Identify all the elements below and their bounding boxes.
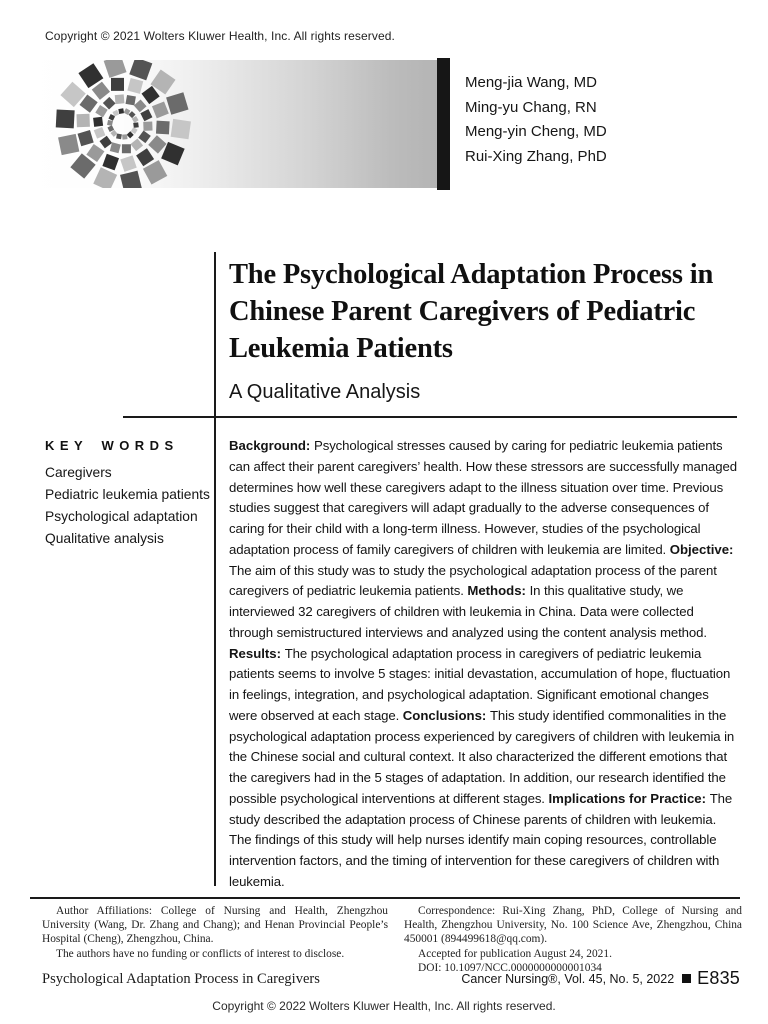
keywords-block — [45, 438, 210, 550]
abstract-paragraph: Background: Psychological stresses caused by caring for pediatric leukemia patients can affect their parent caregivers’ health. How these stressors are successfully managed determines how well these caregivers adapt to the illness situation over time. Previous studies suggest that caregivers will adapt gradually to the adverse consequences of caring for their child with a long-term illness. However, studies of the psychological adaptation process of family caregivers of children with leukemia are limited. Objective: The aim of this study was to study the psychological adaptation process of the parent caregivers of pediatric leukemia patients. Methods: In this qualitative study, we interviewed 32 caregivers of children with leukemia in China. Data were collected through semistructured interviews and analyzed using the content analysis method. Results: The psychological adaptation process in caregivers of pediatric leukemia patients seems to involve 5 stages: initial devastation, accumulation of hope, fluctuation in feelings, integration, and psychological adaptation. Significant emotional changes were observed at each stage. Conclusions: This study identified commonalities in the psychological adaptation process experienced by caregivers of children with leukemia in the Chinese social and cultural context. It also characterized the different emotions that the caregivers had in the 5 stages of adaptation. In addition, our research identified the possible psychological interventions at different stages. Implications for Practice: The study described the adaptation process of Chinese parents of children with leukemia. The findings of this study will help nurses identify main coping resources, controllable intervention factors, and the timing of intervention for these caregivers of children with leukemia. — [229, 438, 737, 889]
article-title-line: Leukemia Patients — [229, 333, 453, 364]
header-horizontal-rule — [123, 416, 737, 418]
article-title-line: Chinese Parent Caregivers of Pediatric — [229, 296, 696, 327]
banner-black-bar — [437, 58, 450, 190]
running-footer — [42, 968, 740, 989]
author-name: Rui-Xing Zhang, PhD — [465, 147, 607, 165]
accepted-note: Accepted for publication August 24, 2021. — [418, 947, 612, 960]
journal-citation: Cancer Nursing®, Vol. 45, No. 5, 2022 — [461, 971, 675, 986]
page-number: E835 — [697, 968, 740, 988]
correspondence-note: Correspondence: Rui-Xing Zhang, PhD, College of Nursing and Health, Zhengzhou University, No. 100 Science Ave, Zhengzhou, China 450001 (894499618@qq.com). — [404, 905, 742, 946]
footnotes — [42, 904, 742, 975]
doi-note: DOI: 10.1097/NCC.0000000000001034 — [418, 961, 602, 974]
author-name: Ming-yu Chang, RN — [465, 98, 597, 116]
keywords-heading: KEY WORDS — [45, 438, 179, 453]
author-name: Meng-yin Cheng, MD — [465, 123, 607, 140]
keyword-item: Pediatric leukemia patients — [45, 487, 210, 502]
article-title — [229, 256, 754, 367]
starburst-logo-icon — [30, 60, 240, 188]
journal-reference — [461, 968, 740, 989]
article-subtitle: A Qualitative Analysis — [229, 381, 421, 403]
author-affiliations-note: Author Affiliations: College of Nursing and Health, Zhengzhou University (Wang, Dr. Zhang and Chang); and Henan Provincial People’s Hospital (Cheng), Zhengzhou, China. — [42, 905, 388, 946]
journal-banner — [30, 60, 450, 188]
author-name: Meng-jia Wang, MD — [465, 74, 597, 91]
keyword-item: Psychological adaptation — [45, 509, 198, 524]
keyword-item: Caregivers — [45, 465, 112, 480]
black-square-icon — [682, 974, 691, 983]
title-vertical-rule — [214, 252, 216, 886]
disclosure-note: The authors have no funding or conflicts of interest to disclose. — [56, 947, 345, 960]
keyword-item: Qualitative analysis — [45, 531, 164, 546]
footnotes-right-column — [404, 904, 742, 975]
footnotes-left-column — [42, 904, 388, 975]
article-title-line: The Psychological Adaptation Process in — [229, 259, 714, 290]
footnote-rule — [30, 897, 740, 899]
bottom-copyright-line: Copyright © 2022 Wolters Kluwer Health, Inc. All rights reserved. — [212, 999, 556, 1013]
running-title: Psychological Adaptation Process in Caregivers — [42, 970, 320, 987]
top-copyright-line: Copyright © 2021 Wolters Kluwer Health, Inc. All rights reserved. — [45, 29, 395, 43]
author-list — [465, 71, 607, 169]
